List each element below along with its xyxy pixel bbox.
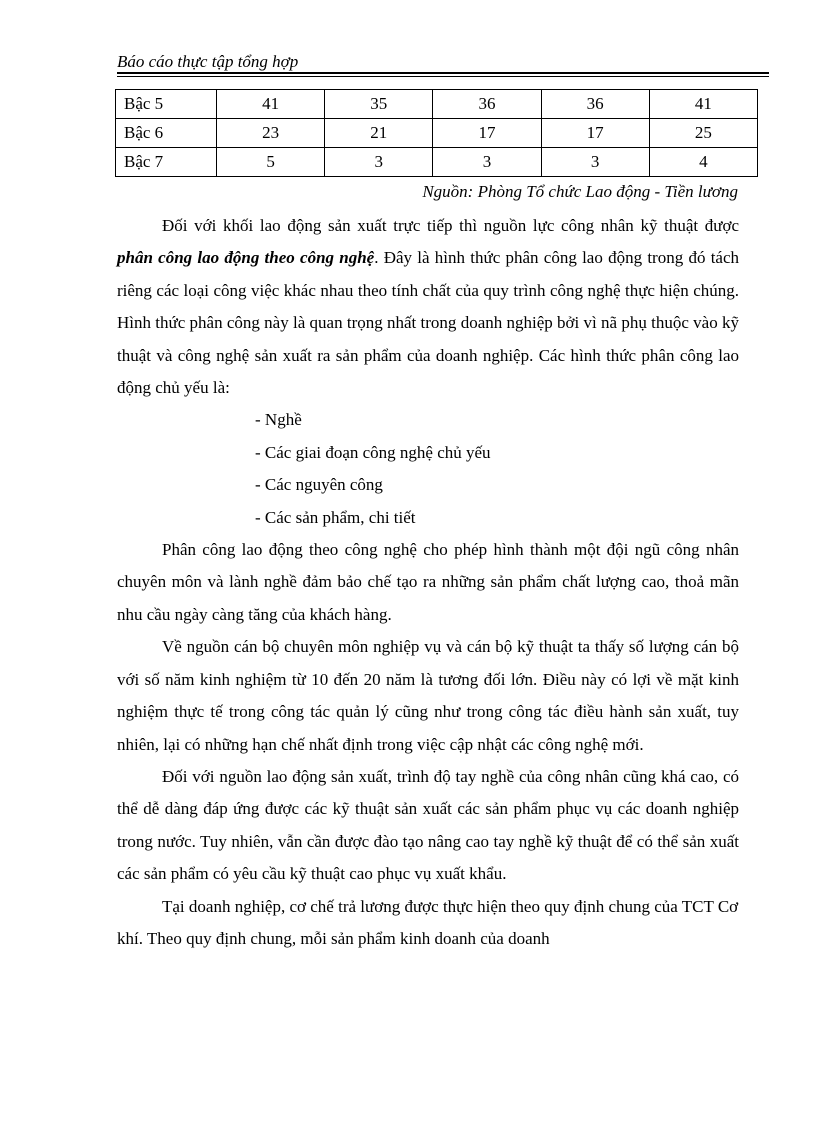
table-row bbox=[116, 90, 758, 119]
table-cell: 25 bbox=[649, 119, 757, 148]
row-label: Bậc 7 bbox=[116, 148, 217, 177]
paragraph bbox=[117, 210, 739, 404]
paragraph: Về nguồn cán bộ chuyên môn nghiệp vụ và cán bộ kỹ thuật ta thấy số lượng cán bộ với số năm kinh nghiệm từ 10 đến 20 năm là tương đối lớn. Điều này có lợi về mặt kinh nghiệm thực tế trong công tác quản lý cũng như trong công tác điều hành sản xuất, tuy nhiên, lại có những hạn chế nhất định trong việc cập nhật các công nghệ mới. bbox=[117, 637, 739, 754]
header-rule-thick bbox=[117, 72, 769, 74]
table-cell: 23 bbox=[217, 119, 325, 148]
row-label: Bậc 5 bbox=[116, 90, 217, 119]
table-cell: 36 bbox=[541, 90, 649, 119]
paragraph-lead: Đối với khối lao động sản xuất trực tiếp thì nguồn lực công nhân kỹ thuật được bbox=[162, 216, 739, 235]
table-row bbox=[116, 119, 758, 148]
table-cell: 3 bbox=[541, 148, 649, 177]
table-cell: 3 bbox=[433, 148, 541, 177]
table-cell: 17 bbox=[433, 119, 541, 148]
bullet-list bbox=[117, 404, 739, 534]
table-cell: 5 bbox=[217, 148, 325, 177]
table-source-note: Nguồn: Phòng Tổ chức Lao động - Tiền lương bbox=[422, 182, 738, 201]
body-text bbox=[117, 210, 739, 955]
skill-level-table bbox=[115, 89, 758, 177]
table-cell: 36 bbox=[433, 90, 541, 119]
paragraph: Đối với nguồn lao động sản xuất, trình độ tay nghề của công nhân cũng khá cao, có thể dễ dàng đáp ứng được các kỹ thuật sản xuất các sản phẩm phục vụ các doanh nghiệp trong nước. Tuy nhiên, vẫn cần được đào tạo nâng cao tay nghề kỹ thuật để có thể sản xuất các sản phẩm có yêu cầu kỹ thuật cao phục vụ xuất khẩu. bbox=[117, 766, 739, 884]
emphasis-text: phân công lao động theo công nghệ bbox=[117, 248, 375, 268]
paragraph-rest: . Đây là hình thức phân công lao động trong đó tách riêng các loại công việc khác nhau theo tính chất của quy trình công nghệ thực hiện chúng. Hình thức phân công này là quan trọng nhất trong doanh nghiệp bởi vì nã phụ thuộc vào kỹ thuật và công nghệ sản xuất ra sản phẩm của doanh nghiệp. Các hình thức phân công lao động chủ yếu là: bbox=[117, 248, 740, 398]
list-item: - Các nguyên công bbox=[255, 475, 383, 495]
paragraph: Phân công lao động theo công nghệ cho phép hình thành một đội ngũ công nhân chuyên môn và lành nghề đảm bảo chế tạo ra những sản phẩm chất lượng cao, thoả mãn nhu cầu ngày càng tăng của khách hàng. bbox=[117, 540, 739, 624]
table-cell: 41 bbox=[217, 90, 325, 119]
table-cell: 21 bbox=[325, 119, 433, 148]
table-cell: 41 bbox=[649, 90, 757, 119]
page-header: Báo cáo thực tập tổng hợp bbox=[117, 52, 299, 71]
list-item: - Các giai đoạn công nghệ chủ yếu bbox=[255, 442, 491, 462]
list-item: - Các sản phẩm, chi tiết bbox=[255, 507, 416, 527]
list-item: - Nghề bbox=[255, 410, 302, 430]
header-rule-thin bbox=[117, 76, 769, 77]
table-cell: 4 bbox=[649, 148, 757, 177]
paragraph: Tại doanh nghiệp, cơ chế trả lương được thực hiện theo quy định chung của TCT Cơ khí. Theo quy định chung, mỗi sản phẩm kinh doanh của doanh bbox=[117, 896, 739, 948]
table-cell: 3 bbox=[325, 148, 433, 177]
row-label: Bậc 6 bbox=[116, 119, 217, 148]
table-row bbox=[116, 148, 758, 177]
table-cell: 35 bbox=[325, 90, 433, 119]
table-cell: 17 bbox=[541, 119, 649, 148]
